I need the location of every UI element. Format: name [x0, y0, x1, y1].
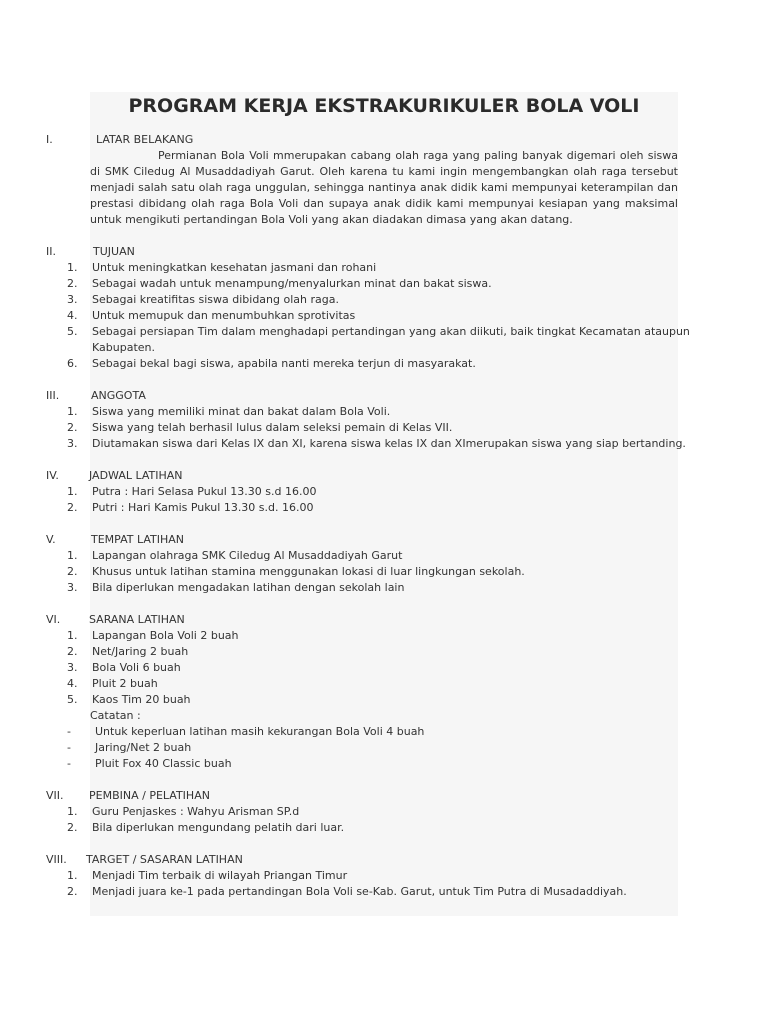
section-heading: [0, 532, 768, 548]
section-title: TEMPAT LATIHAN: [91, 533, 185, 546]
list-item: 5. Kaos Tim 20 buah: [67, 693, 191, 706]
section-title: TUJUAN: [93, 245, 135, 258]
section-list: [0, 404, 768, 452]
section-number: VIII.: [46, 853, 67, 866]
section-title: JADWAL LATIHAN: [89, 469, 183, 482]
list-item: 1. Siswa yang memiliki minat dan bakat dalam Bola Voli.: [67, 405, 391, 418]
document-title: PROGRAM KERJA EKSTRAKURIKULER BOLA VOLI: [128, 95, 640, 117]
section-list: [0, 260, 768, 372]
list-item: 2. Menjadi juara ke-1 pada pertandingan Bola Voli se-Kab. Garut, untuk Tim Putra di Musadaddiyah.: [67, 885, 627, 898]
section-number: III.: [46, 389, 60, 402]
section-title: LATAR BELAKANG: [96, 133, 194, 146]
section-heading: [0, 852, 768, 868]
list-item: 4. Pluit 2 buah: [67, 677, 158, 690]
list-item: 6. Sebagai bekal bagi siswa, apabila nanti mereka terjun di masyarakat.: [67, 357, 476, 370]
section-paragraph: Permianan Bola Voli mmerupakan cabang olah raga yang paling banyak digemari oleh siswa di SMK Ciledug Al Musaddadiyah Garut. Oleh karena tu kami ingin mengembangkan olah raga tersebut menjadi salah satu olah raga unggulan, sehingga nantinya anak didik kami mempunyai keterampilan dan prestasi dibidang olah raga Bola Voli dan supaya anak didik kami mempunyai kesiapan yang maksimal untuk mengikuti pertandingan Bola Voli yang akan diadakan dimasa yang akan datang.: [90, 149, 678, 226]
section-heading: [0, 612, 768, 628]
list-item: 2. Net/Jaring 2 buah: [67, 645, 189, 658]
section-title: TARGET / SASARAN LATIHAN: [86, 853, 243, 866]
list-item: 1. Putra : Hari Selasa Pukul 13.30 s.d 16.00: [67, 485, 317, 498]
section-list: [0, 548, 768, 596]
list-item: 3. Sebagai kreatifitas siswa dibidang olah raga.: [67, 293, 339, 306]
list-item: 2. Siswa yang telah berhasil lulus dalam seleksi pemain di Kelas VII.: [67, 421, 453, 434]
section-title: SARANA LATIHAN: [89, 613, 185, 626]
list-item: 4. Untuk memupuk dan menumbuhkan sprotivitas: [67, 309, 356, 322]
section-number: VI.: [46, 613, 61, 626]
section-heading: [0, 244, 768, 260]
section-number: V.: [46, 533, 56, 546]
section-heading: [0, 388, 768, 404]
note-item: - Jaring/Net 2 buah: [67, 741, 192, 754]
list-item: 1. Guru Penjaskes : Wahyu Arisman SP.d: [67, 805, 300, 818]
section-number: IV.: [46, 469, 59, 482]
list-item: 3. Bola Voli 6 buah: [67, 661, 181, 674]
list-item: 2. Bila diperlukan mengundang pelatih dari luar.: [67, 821, 345, 834]
section-list: [0, 804, 768, 836]
section-number: VII.: [46, 789, 64, 802]
note-item: - Untuk keperluan latihan masih kekurangan Bola Voli 4 buah: [67, 725, 425, 738]
section-heading: [0, 132, 768, 148]
list-item: 1. Menjadi Tim terbaik di wilayah Priangan Timur: [67, 869, 348, 882]
note-item: - Pluit Fox 40 Classic buah: [67, 757, 232, 770]
note-list: [0, 724, 768, 772]
note-label: Catatan :: [90, 709, 141, 722]
section-number: I.: [46, 133, 53, 146]
section-heading: [0, 788, 768, 804]
list-item: 2. Khusus untuk latihan stamina menggunakan lokasi di luar lingkungan sekolah.: [67, 565, 525, 578]
list-item: 2. Sebagai wadah untuk menampung/menyalurkan minat dan bakat siswa.: [67, 277, 492, 290]
list-item: 3. Bila diperlukan mengadakan latihan dengan sekolah lain: [67, 581, 405, 594]
section-heading: [0, 468, 768, 484]
list-item: 1. Lapangan Bola Voli 2 buah: [67, 629, 239, 642]
document-body: [0, 132, 768, 900]
section-list: [0, 484, 768, 516]
section-number: II.: [46, 245, 56, 258]
list-item: 2. Putri : Hari Kamis Pukul 13.30 s.d. 16.00: [67, 501, 314, 514]
section-list: [0, 628, 768, 708]
list-item: 5. Sebagai persiapan Tim dalam menghadapi pertandingan yang akan diikuti, baik tingkat Kecamatan ataupun Kabupaten.: [67, 325, 690, 354]
section-title: ANGGOTA: [91, 389, 146, 402]
section-title: PEMBINA / PELATIHAN: [89, 789, 210, 802]
list-item: 1. Lapangan olahraga SMK Ciledug Al Musaddadiyah Garut: [67, 549, 403, 562]
section-list: [0, 868, 768, 900]
list-item: 3. Diutamakan siswa dari Kelas IX dan XI, karena siswa kelas IX dan XImerupakan siswa yang siap bertanding.: [67, 437, 686, 450]
list-item: 1. Untuk meningkatkan kesehatan jasmani dan rohani: [67, 261, 377, 274]
